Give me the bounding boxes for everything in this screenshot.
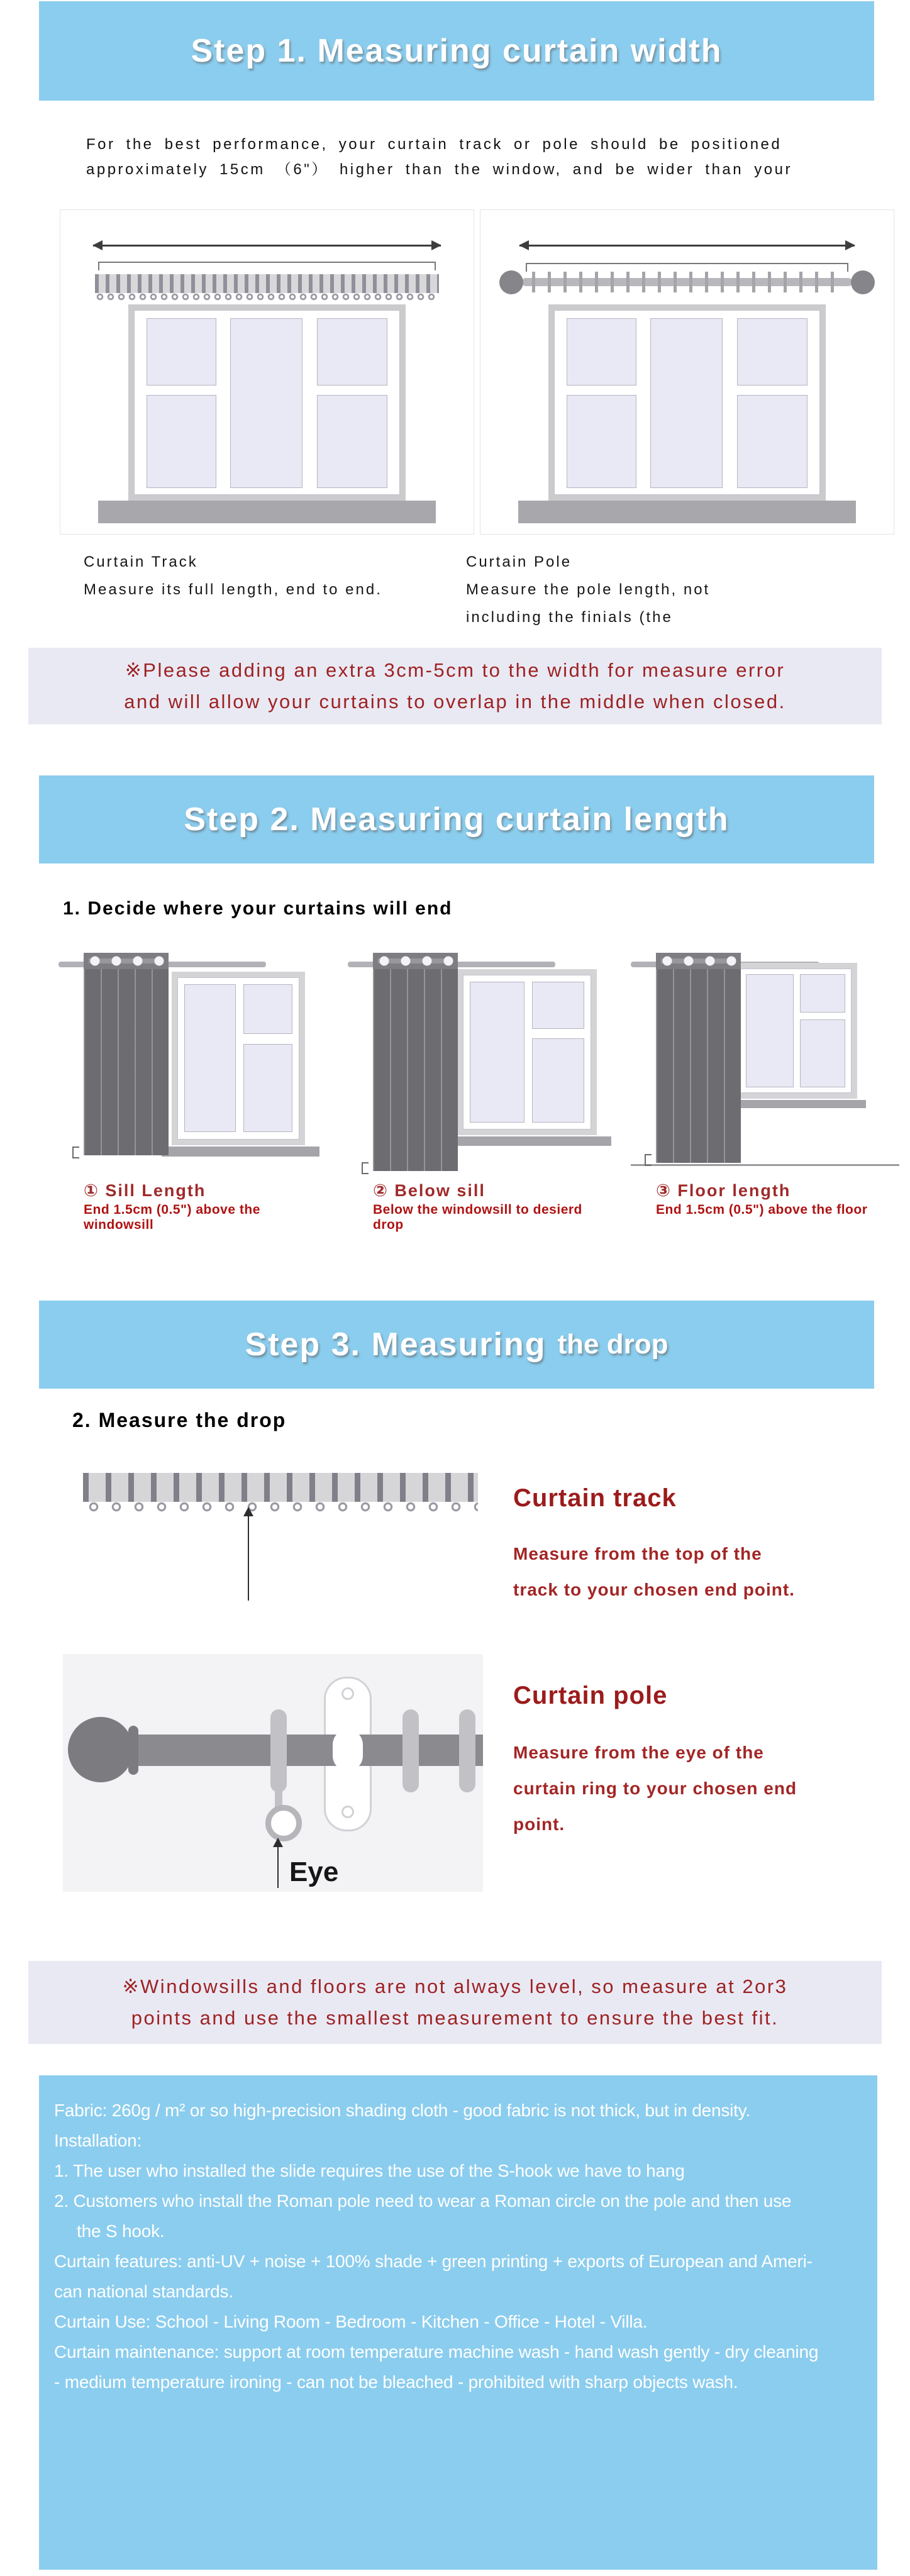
- windowsill: [518, 501, 856, 523]
- track-glider-eyes: [83, 1502, 478, 1513]
- track-drop-text: [513, 1536, 795, 1607]
- info-install-step1: 1. The user who installed the slide requires the use of the S-hook we have to hang: [54, 2161, 685, 2180]
- curtain-ring-icon: [270, 1709, 287, 1792]
- window-pane: [230, 318, 303, 489]
- pole-bar: [123, 1735, 483, 1766]
- arrow-right-head-icon: [431, 240, 441, 250]
- window-frame: [134, 310, 400, 495]
- step3-title-sub: the drop: [557, 1329, 669, 1360]
- track-glider-eyes: [95, 293, 439, 303]
- pole-caption-line1: Measure the pole length, not: [466, 581, 711, 598]
- measure-tick-icon: [362, 1162, 369, 1174]
- level-measure-note: [28, 1961, 882, 2044]
- window-pane: [746, 974, 794, 1087]
- window-illustration: [457, 969, 597, 1135]
- eye-label: Eye: [289, 1857, 339, 1887]
- info-use: Curtain Use: School - Living Room - Bedroom - Kitchen - Office - Hotel - Villa.: [54, 2312, 648, 2331]
- measure-tick-icon: [72, 1146, 79, 1158]
- track-caption-line: Measure its full length, end to end.: [84, 581, 382, 598]
- screw-icon: [341, 1806, 354, 1818]
- grommet-band: [656, 953, 741, 969]
- finial-icon: [851, 270, 875, 294]
- track-caption: [84, 548, 382, 604]
- up-arrow-icon: [273, 1838, 283, 1847]
- level-note-line1: ※Windowsills and floors are not always level, so measure at 2or3: [122, 1975, 788, 1997]
- up-arrow-line: [277, 1846, 279, 1888]
- info-install-step2: 2. Customers who install the Roman pole need to wear a Roman circle on the pole and then use: [54, 2191, 792, 2211]
- window-pane: [317, 395, 387, 488]
- window-frame: [740, 969, 852, 1093]
- step1-title: Step 1. Measuring curtain width: [191, 33, 723, 69]
- curtain-track-illustration: [83, 1473, 478, 1502]
- curtain-illustration: [84, 953, 169, 1155]
- option2-label: ② Below sill: [373, 1181, 486, 1200]
- eye-ring-icon: [265, 1805, 302, 1841]
- window-pane: [243, 984, 293, 1034]
- measure-tick-icon: [645, 1154, 652, 1166]
- pole-drop-heading: Curtain pole: [513, 1682, 668, 1709]
- window-pane: [470, 982, 524, 1123]
- pole-caption: [466, 548, 710, 631]
- grommets: [85, 953, 169, 969]
- curtain-illustration: [656, 953, 741, 1163]
- windowsill: [162, 1146, 319, 1157]
- step2-banner: [39, 775, 874, 863]
- curtain-pole-illustration: [63, 1654, 483, 1892]
- screw-icon: [341, 1687, 354, 1700]
- step2-subtitle: 1. Decide where your curtains will end: [63, 898, 453, 919]
- window-frame: [177, 977, 299, 1140]
- track-drop-line1: Measure from the top of the: [513, 1544, 762, 1563]
- grommets: [657, 953, 741, 969]
- step1-intro-line2: approximately 15cm （6"） higher than the window, and be wider than your: [86, 161, 792, 178]
- curtain-ring-icon: [459, 1709, 475, 1792]
- window-pane: [650, 318, 723, 489]
- step1-intro: [86, 132, 792, 182]
- measure-bracket-icon: [98, 262, 436, 270]
- info-fabric: Fabric: 260g / m² or so high-precision shading cloth - good fabric is not thick, but in density.: [54, 2101, 751, 2120]
- pole-drop-text: [513, 1735, 797, 1842]
- option1-desc: End 1.5cm (0.5") above the windowsill: [84, 1202, 260, 1232]
- info-features2: can national standards.: [54, 2282, 233, 2301]
- window-frame: [463, 975, 591, 1130]
- arrow-left-head-icon: [519, 240, 529, 250]
- arrow-right-head-icon: [845, 240, 855, 250]
- step3-banner: [39, 1301, 874, 1389]
- step2-title: Step 2. Measuring curtain length: [184, 801, 730, 838]
- window-pane: [800, 974, 845, 1013]
- width-arrow-icon: [93, 245, 441, 247]
- finial-icon: [68, 1717, 133, 1782]
- option3-label: ③ Floor length: [656, 1181, 791, 1200]
- grommet-band: [84, 953, 169, 969]
- window-illustration: [548, 304, 826, 501]
- windowsill: [448, 1136, 611, 1146]
- arrow-left-head-icon: [92, 240, 103, 250]
- step3-title-main: Step 3. Measuring: [245, 1326, 547, 1363]
- width-note-line1: ※Please adding an extra 3cm-5cm to the width for measure error: [125, 659, 785, 681]
- window-pane: [317, 318, 387, 386]
- track-caption-title: Curtain Track: [84, 553, 198, 570]
- width-note-line2: and will allow your curtains to overlap in the middle when closed.: [124, 691, 786, 713]
- width-measure-note: [28, 648, 882, 724]
- window-pane: [532, 1038, 584, 1123]
- window-pane: [147, 395, 216, 488]
- up-arrow-line: [248, 1516, 249, 1601]
- curtain-ring-icon: [402, 1709, 419, 1792]
- window-pane: [567, 395, 636, 488]
- product-info-panel: [39, 2075, 877, 2570]
- window-pane: [567, 318, 636, 386]
- window-pane: [737, 395, 807, 488]
- info-features: Curtain features: anti-UV + noise + 100% shade + green printing + exports of European and Ameri-: [54, 2251, 813, 2271]
- measure-bracket-icon: [526, 263, 848, 272]
- grommet-band: [373, 953, 458, 969]
- curtain-illustration: [373, 953, 458, 1171]
- grommets: [374, 953, 458, 969]
- option2-desc: Below the windowsill to desierd drop: [373, 1202, 582, 1232]
- window-pane: [184, 984, 236, 1132]
- pole-caption-line2: including the finials (the: [466, 609, 673, 626]
- window-pane: [800, 1019, 845, 1087]
- pole-drop-line2: curtain ring to your chosen end: [513, 1779, 797, 1798]
- window-illustration: [734, 963, 857, 1099]
- window-pane: [737, 318, 807, 386]
- pole-drop-line1: Measure from the eye of the: [513, 1743, 764, 1762]
- finial-neck: [128, 1726, 138, 1775]
- window-pane: [532, 982, 584, 1029]
- pole-rings: [532, 272, 842, 292]
- option-below-sill: [343, 947, 616, 1242]
- option-sill-length: [53, 947, 327, 1242]
- step1-intro-line1: For the best performance, your curtain track or pole should be positioned: [86, 136, 782, 153]
- option1-label: ① Sill Length: [84, 1181, 206, 1200]
- option-floor-length: [626, 947, 899, 1242]
- window-frame: [554, 310, 820, 495]
- option3-desc: End 1.5cm (0.5") above the floor: [656, 1202, 868, 1217]
- window-pane: [147, 318, 216, 386]
- info-install-step2b: the S hook.: [77, 2221, 165, 2241]
- step1-banner: [39, 1, 874, 101]
- info-installation: Installation:: [54, 2131, 142, 2150]
- windowsill: [98, 501, 436, 523]
- up-arrow-icon: [243, 1507, 253, 1516]
- track-drop-line2: track to your chosen end point.: [513, 1580, 795, 1599]
- window-illustration: [128, 304, 406, 501]
- width-arrow-icon: [519, 245, 855, 247]
- finial-icon: [499, 270, 523, 294]
- windowsill: [725, 1100, 866, 1108]
- window-pane: [243, 1044, 293, 1132]
- info-maintenance: Curtain maintenance: support at room temperature machine wash - hand wash gently - dry cleaning: [54, 2342, 819, 2362]
- curtain-track-window-diagram: [60, 209, 474, 535]
- track-drop-heading: Curtain track: [513, 1484, 677, 1512]
- floor-line: [631, 1164, 899, 1166]
- pole-caption-title: Curtain Pole: [466, 553, 572, 570]
- level-note-line2: points and use the smallest measurement to ensure the best fit.: [131, 2007, 779, 2029]
- curtain-pole-window-diagram: [480, 209, 894, 535]
- step3-subtitle: 2. Measure the drop: [72, 1409, 287, 1431]
- pole-drop-line3: point.: [513, 1814, 565, 1834]
- curtain-track-illustration: [95, 274, 439, 293]
- window-illustration: [172, 972, 305, 1145]
- info-maintenance2: - medium temperature ironing - can not be bleached - prohibited with sharp objects wash.: [54, 2372, 738, 2392]
- bracket-collar: [333, 1729, 363, 1771]
